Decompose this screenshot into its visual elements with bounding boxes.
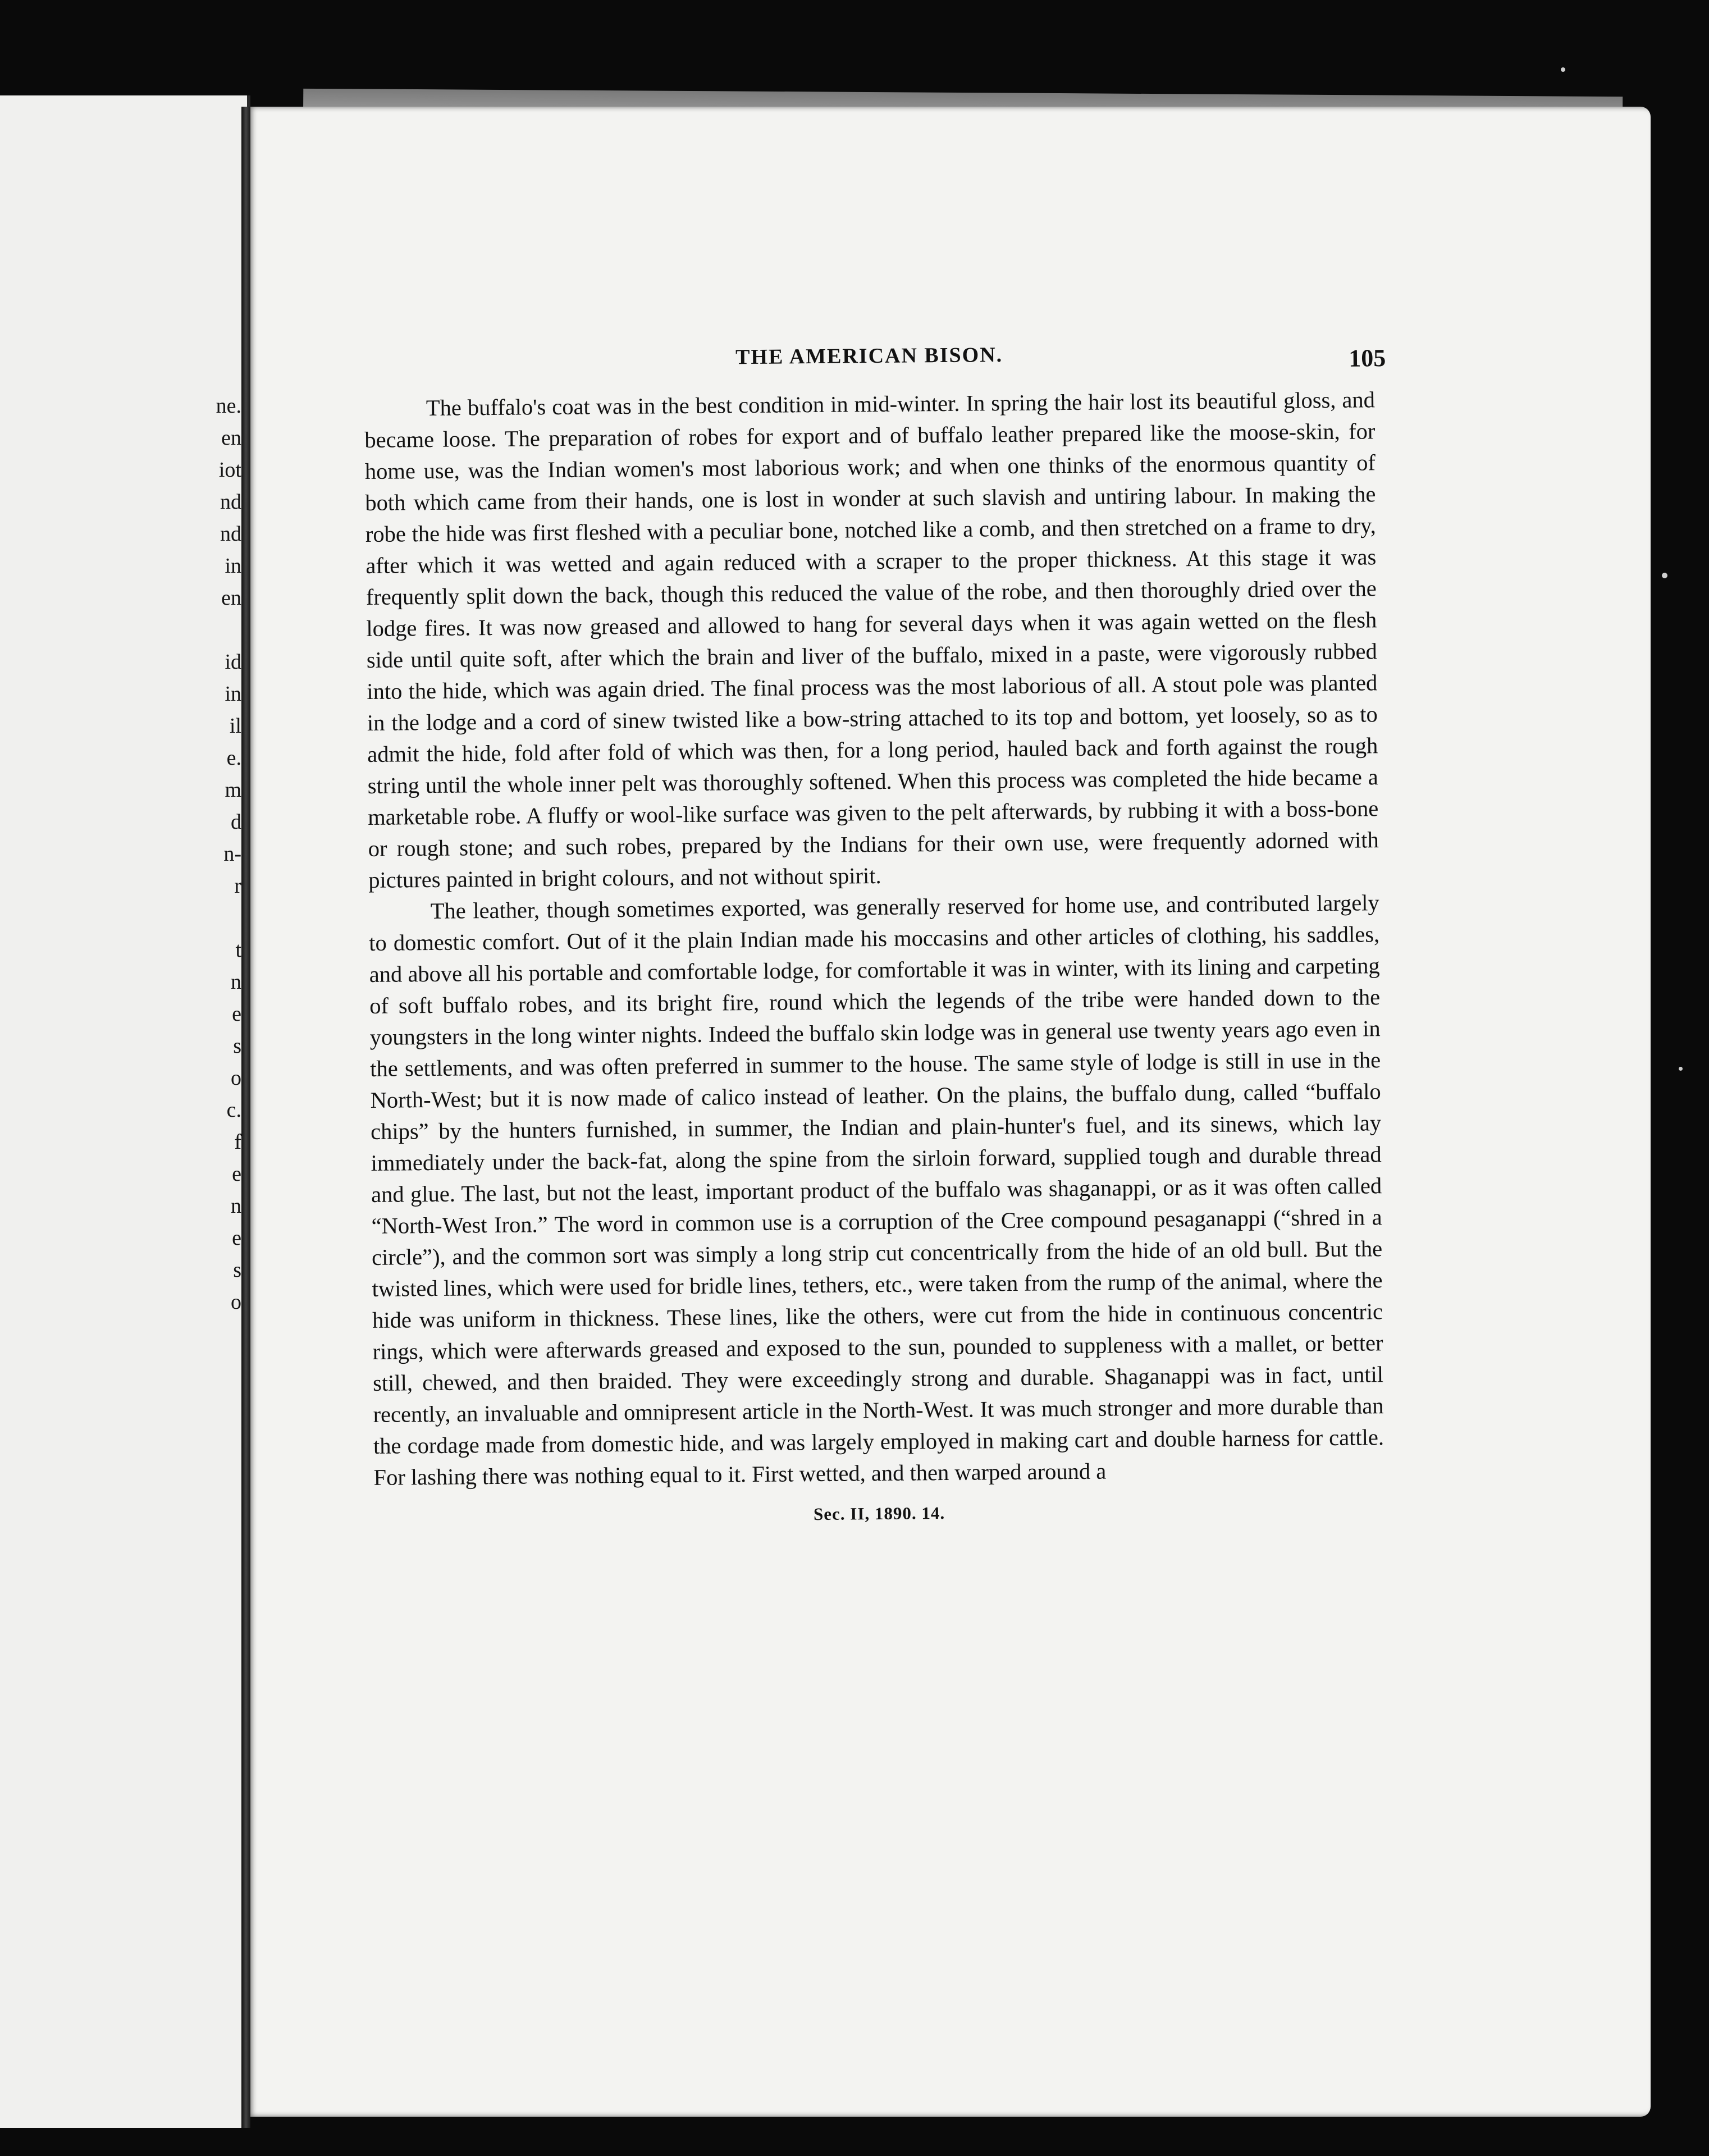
left-page-fragment: c. [226,1098,241,1122]
left-page-fragment: nd [220,490,241,514]
left-page-fragment: t [235,938,241,962]
page-content [364,339,1384,1528]
left-page [0,95,250,2128]
left-page-fragment: n [231,970,241,994]
book-spine [241,107,250,2128]
left-page-fragment: s [233,1034,241,1058]
signature-footer: Sec. II, 1890. 14. [813,1503,945,1524]
paragraph-leather: The leather, though sometimes exported, was generally reserved for home use, and contributed largely to domestic comfort. Out of it the plain Indian made his moccasins and other articles of clothing, his saddles, and above all his portable and comfortable lodge, for comfortable it was in winter, with its lining and carpeting of soft buffalo robes, and its bright fire, round which the legends of the tribe were handed down to the youngsters in the long winter nights. Indeed the buffalo skin lodge was in general use twenty years ago even in the settlements, and was often preferred in summer to the house. The same style of lodge is still in use in the North-West; but it is now made of calico instead of leather. On the plains, the buffalo dung, called “buffalo chips” by the hunters furnished, in summer, the Indian and plain-hunter's fuel, and its sinews, which lay immediately under the back-fat, along the spine from the sirloin forward, supplied tough and durable thread and glue. The last, but not the least, important product of the buffalo was shaganappi, or as it was often called “North-West Iron.” The word in common use is a corruption of the Cree compound pesaganappi (“shred in a circle”), and the common sort was simply a long strip cut concentrically from the hide of an old bull. But the twisted lines, which were used for bridle lines, tethers, etc., were taken from the rump of the animal, where the hide was uniform in thickness. These lines, like the others, were cut from the hide in continuous concentric rings, which were afterwards greased and exposed to the sun, pounded to suppleness with a mallet, or better still, chewed, and then braided. They were exceedingly strong and durable. Shaganappi was in fact, until recently, an invaluable and omnipresent article in the North-West. It was much stronger and more durable than the cordage made from domestic hide, and was largely employed in making cart and double harness for cattle. For lashing there was nothing equal to it. First wetted, and then warped around a [369,890,1384,1490]
left-page-fragment: r [234,874,241,898]
left-page-fragment: en [221,426,241,450]
left-page-fragment: e. [226,746,241,770]
page-header [364,339,1386,393]
left-page-fragment: o [231,1290,241,1314]
left-page-fragment: n- [223,842,241,866]
left-page-fragment: d [231,810,241,834]
running-head: THE AMERICAN BISON. [735,343,1003,369]
left-page-fragment: e [232,1162,241,1186]
left-page-fragment: in [225,554,241,578]
left-page-text-fragments [216,390,241,1318]
dust-speck [1679,1067,1683,1071]
left-page-fragment: e [232,1226,241,1250]
paragraph-robes: The buffalo's coat was in the best condition in mid-winter. In spring the hair lost its beautiful gloss, and became loose. The preparation of robes for export and of buffalo leather prepared like the moose-skin, for home use, was the Indian women's most laborious work; and when one thinks of the enormous quantity of both which came from their hands, one is lost in wonder at such slavish and untiring labour. In making the robe the hide was first fleshed with a peculiar bone, notched like a comb, and then stretched on a frame to dry, after which it was wetted and again reduced with a scraper to the proper thickness. At this stage it was frequently split down the back, though this reduced the value of the robe, and then thoroughly dried over the lodge fires. It was now greased and allowed to hang for several days when it was again wetted on the flesh side until quite soft, after which the brain and liver of the buffalo, mixed in a paste, were vigorously rubbed into the hide, which was again dried. The final process was the most laborious of all. A stout pole was planted in the lodge and a cord of sinew twisted like a bow-string attached to its top and bottom, yet loosely, so as to admit the hide, fold after fold of which was then, for a long period, hauled back and forth against the rough string until the whole inner pelt was thoroughly softened. When this process was completed the hide became a marketable robe. A fluffy or wool-like surface was given to the pelt afterwards, by rubbing it with a boss-bone or rough stone; and such robes, prepared by the Indians for their own use, were frequently adorned with pictures painted in bright colours, and not without spirit. [364,387,1379,893]
left-page-fragment: n [231,1194,241,1218]
left-page-fragment: o [231,1066,241,1090]
left-page-fragment: nd [220,522,241,546]
dust-speck [1662,573,1667,578]
left-page-fragment: in [225,682,241,706]
left-page-fragment: iot [218,458,241,482]
left-page-fragment: e [232,1002,241,1026]
left-page-fragment: f [234,1130,241,1154]
left-page-fragment: ne. [216,394,241,418]
left-page-fragment: en [221,586,241,610]
dust-speck [1561,67,1565,72]
left-page-fragment: s [233,1258,241,1282]
left-page-fragment: id [225,650,241,674]
left-page-fragment: m [225,778,241,802]
page-number: 105 [1349,344,1386,372]
left-page-fragment: il [229,714,241,738]
